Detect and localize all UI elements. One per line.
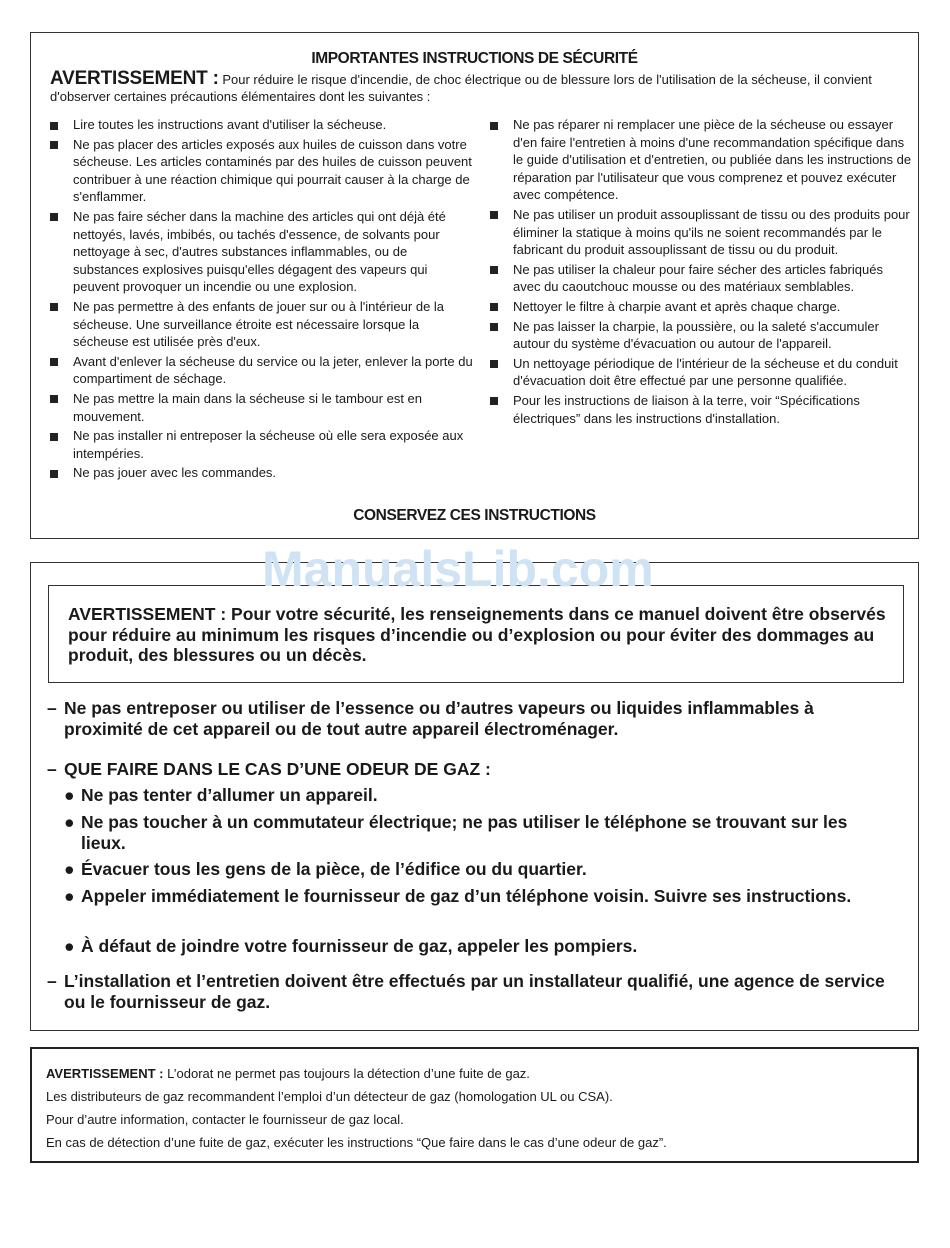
- gas-step-item: ● Évacuer tous les gens de la pièce, de l’édifice ou du quartier.: [64, 859, 587, 879]
- square-bullet-icon: [50, 470, 58, 478]
- list-item: Ne pas laisser la charpie, la poussière, ou la saleté s'accumuler autour du système d'évacuation ou autour de l'appareil.: [488, 318, 913, 353]
- dash-marker: –: [47, 759, 57, 779]
- square-bullet-icon: [490, 397, 498, 405]
- square-bullet-icon: [50, 395, 58, 403]
- list-item: Ne pas installer ni entreposer la sécheuse où elle sera exposée aux intempéries.: [48, 427, 473, 462]
- gas-detector-warning-box: [30, 1047, 919, 1163]
- safety-title: IMPORTANTES INSTRUCTIONS DE SÉCURITÉ: [311, 50, 638, 67]
- square-bullet-icon: [490, 211, 498, 219]
- list-item: Ne pas placer des articles exposés aux huiles de cuisson dans votre sécheuse. Les articles contaminés par des huiles de cuisson peuvent contribuer à une réaction chimique qui pourrait causer à la charge de s'enflammer.: [48, 136, 473, 206]
- square-bullet-icon: [50, 122, 58, 130]
- text-line: En cas de détection d’une fuite de gaz, exécuter les instructions “Que faire dans le cas d’une odeur de gaz”.: [46, 1135, 667, 1150]
- list-item: Ne pas utiliser la chaleur pour faire sécher des articles fabriqués avec du caoutchouc mousse ou des matériaux semblables.: [488, 261, 913, 296]
- safety-warning-frame: [48, 585, 904, 683]
- gas-step-item: ● Ne pas tenter d’allumer un appareil.: [64, 785, 378, 805]
- dash-marker: –: [47, 971, 57, 991]
- safety-instructions-box: [30, 32, 919, 539]
- list-item: Ne pas faire sécher dans la machine des articles qui ont déjà été nettoyés, lavés, imbibés, ou tachés d'essence, de solvants pour nettoyage à sec, d'autres substances inflammables, ou de substances explosives puisqu'elles dégagent des vapeurs qui peuvent provoquer un incendie ou une explosion.: [48, 208, 473, 296]
- gas-detector-text: [46, 1062, 667, 1154]
- save-instructions-footer: CONSERVEZ CES INSTRUCTIONS: [353, 507, 596, 524]
- square-bullet-icon: [50, 141, 58, 149]
- text-line: AVERTISSEMENT : L’odorat ne permet pas toujours la détection d’une fuite de gaz.: [46, 1066, 530, 1081]
- square-bullet-icon: [490, 360, 498, 368]
- gas-step-item: ● Appeler immédiatement le fournisseur de gaz d’un téléphone voisin. Suivre ses instructions.: [64, 886, 852, 906]
- list-item: Nettoyer le filtre à charpie avant et après chaque charge.: [488, 298, 913, 316]
- square-bullet-icon: [50, 303, 58, 311]
- left-column: [48, 116, 473, 484]
- bullet-icon: ●: [64, 886, 75, 906]
- text-line: Pour d’autre information, contacter le fournisseur de gaz local.: [46, 1112, 404, 1127]
- dash-item: – L’installation et l’entretien doivent être effectués par un installateur qualifié, une agence de service ou le fournisseur de gaz.: [47, 971, 885, 1012]
- bullet-icon: ●: [64, 859, 75, 879]
- dash-item: – QUE FAIRE DANS LE CAS D’UNE ODEUR DE GAZ :: [47, 759, 491, 779]
- square-bullet-icon: [490, 323, 498, 331]
- list-item: Ne pas permettre à des enfants de jouer sur ou à l'intérieur de la sécheuse. Une surveillance étroite est nécessaire lorsque la sécheuse est utilisée près d'eux.: [48, 298, 473, 351]
- dash-item: – Ne pas entreposer ou utiliser de l’essence ou d’autres vapeurs ou liquides inflammables à proximité de cet appareil ou de tout autre appareil électroménager.: [47, 698, 814, 739]
- list-item: Ne pas jouer avec les commandes.: [48, 464, 473, 482]
- gas-warning-box: [30, 562, 919, 1031]
- square-bullet-icon: [490, 303, 498, 311]
- list-item: Ne pas mettre la main dans la sécheuse si le tambour est en mouvement.: [48, 390, 473, 425]
- right-column: [488, 116, 913, 429]
- square-bullet-icon: [50, 358, 58, 366]
- warning-text: Pour réduire le risque d'incendie, de choc électrique ou de blessure lors de l'utilisation de la sécheuse, il convient d'observer certaines précautions élémentaires dont les suivantes :: [50, 72, 872, 104]
- square-bullet-icon: [50, 213, 58, 221]
- warning-label: AVERTISSEMENT :: [46, 1066, 164, 1081]
- warning-intro: [50, 70, 890, 105]
- list-item: Pour les instructions de liaison à la terre, voir “Spécifications électriques” dans les instructions d'installation.: [488, 392, 913, 427]
- text-line: Les distributeurs de gaz recommandent l’emploi d’un détecteur de gaz (homologation UL ou CSA).: [46, 1089, 613, 1104]
- bullet-icon: ●: [64, 936, 75, 956]
- square-bullet-icon: [490, 122, 498, 130]
- gas-step-item: ● À défaut de joindre votre fournisseur de gaz, appeler les pompiers.: [64, 936, 638, 956]
- warning-label: AVERTISSEMENT :: [50, 68, 219, 89]
- watermark: ManualsLib.com: [262, 541, 654, 597]
- list-item: Ne pas utiliser un produit assouplissant de tissu ou des produits pour éliminer la statique à moins qu'ils ne soient recommandés par le fabricant du produit assouplissant de tissu ou du produit.: [488, 206, 913, 259]
- square-bullet-icon: [50, 433, 58, 441]
- list-item: Ne pas réparer ni remplacer une pièce de la sécheuse ou essayer d'en faire l'entretien à moins d'une recommandation spécifique dans le guide d'utilisation et d'entretien, ou publiée dans les instructions de réparation par l'utilisateur que vous comprenez et pouvez exécuter avec compétence.: [488, 116, 913, 204]
- dash-marker: –: [47, 698, 57, 718]
- gas-step-item: ● Ne pas toucher à un commutateur électrique; ne pas utiliser le téléphone se trouvant sur les lieux.: [64, 812, 848, 853]
- list-item: Avant d'enlever la sécheuse du service ou la jeter, enlever la porte du compartiment de séchage.: [48, 353, 473, 388]
- bullet-icon: ●: [64, 812, 75, 832]
- list-item: Un nettoyage périodique de l'intérieur de la sécheuse et du conduit d'évacuation doit être effectué par une personne qualifiée.: [488, 355, 913, 390]
- bullet-icon: ●: [64, 785, 75, 805]
- safety-warning-text: AVERTISSEMENT : Pour votre sécurité, les renseignements dans ce manuel doivent être observés pour réduire au minimum les risques d’incendie ou d’explosion ou pour éviter des dommages au produit, des blessures ou un décès.: [68, 604, 886, 665]
- list-item: Lire toutes les instructions avant d'utiliser la sécheuse.: [48, 116, 473, 134]
- square-bullet-icon: [490, 266, 498, 274]
